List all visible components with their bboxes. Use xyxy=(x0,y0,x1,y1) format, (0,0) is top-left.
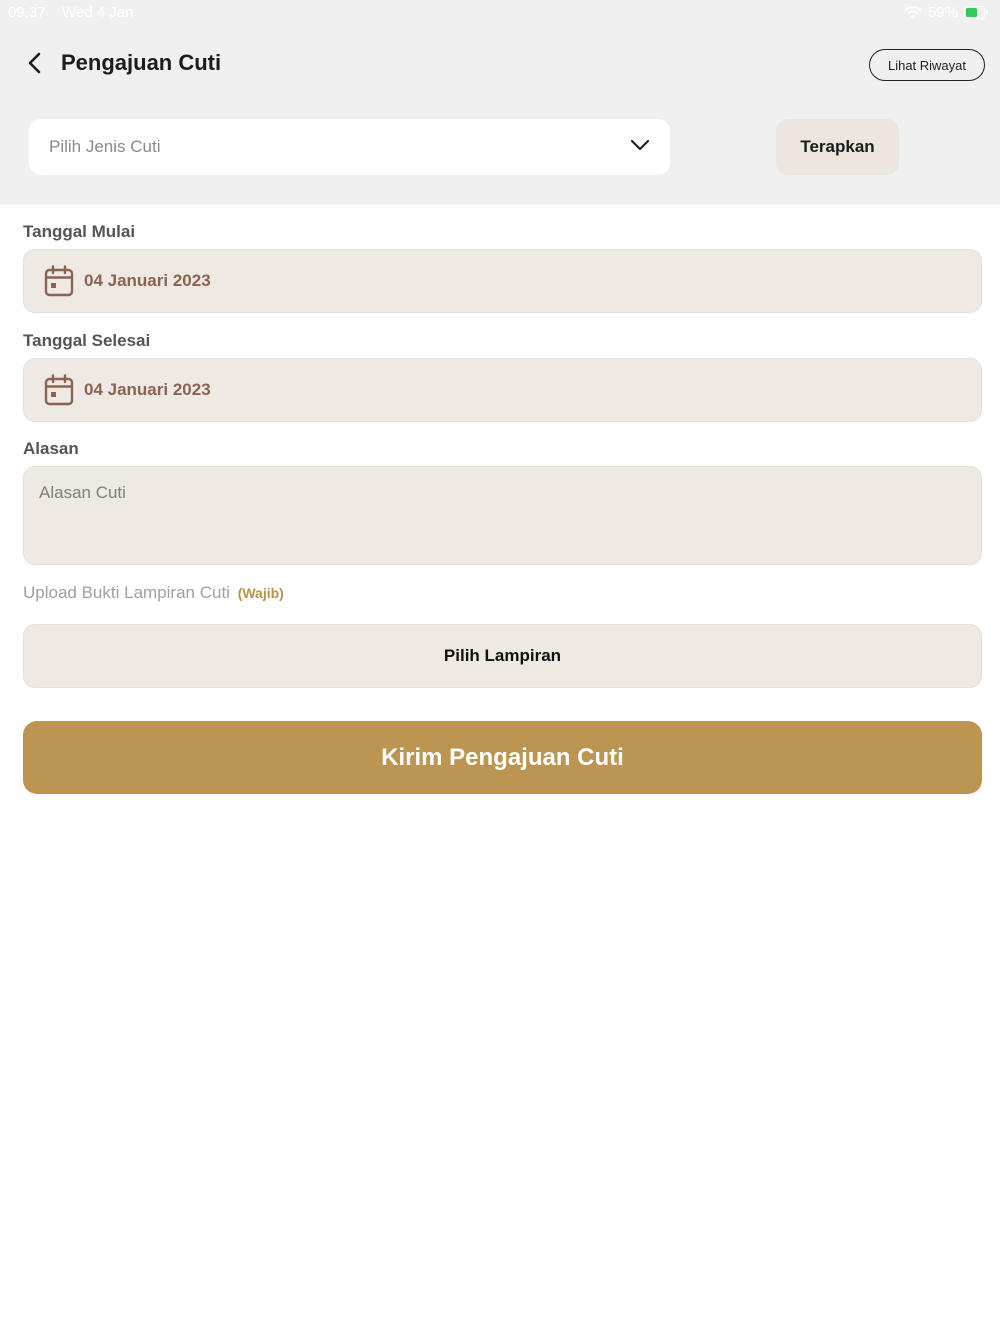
end-date-label: Tanggal Selesai xyxy=(23,331,151,350)
end-date-field[interactable] xyxy=(23,358,982,422)
upload-required-badge: (Wajib) xyxy=(237,585,284,601)
start-date-label: Tanggal Mulai xyxy=(23,222,136,241)
battery-percent: 59% xyxy=(927,4,958,21)
calendar-icon xyxy=(44,374,74,406)
upload-label-text: Upload Bukti Lampiran Cuti xyxy=(23,583,230,602)
battery-icon xyxy=(964,6,988,19)
attach-button[interactable]: Pilih Lampiran xyxy=(23,624,982,688)
status-right xyxy=(904,4,988,21)
leave-type-select[interactable] xyxy=(29,119,670,175)
status-date: Wed 4 Jan xyxy=(62,4,134,21)
status-time: 09.37 xyxy=(8,4,46,21)
submit-button[interactable]: Kirim Pengajuan Cuti xyxy=(23,721,982,794)
calendar-icon xyxy=(44,265,74,297)
chevron-down-icon xyxy=(630,138,650,156)
page-title: Pengajuan Cuti xyxy=(61,50,222,75)
apply-button[interactable]: Terapkan xyxy=(776,119,899,175)
wifi-icon xyxy=(904,6,922,20)
reason-label: Alasan xyxy=(23,439,79,458)
end-date-value: 04 Januari 2023 xyxy=(84,380,211,399)
start-date-field[interactable] xyxy=(23,249,982,313)
upload-label xyxy=(23,583,284,603)
back-button[interactable] xyxy=(20,50,50,80)
status-bar xyxy=(0,0,1000,26)
history-button[interactable]: Lihat Riwayat xyxy=(869,49,985,81)
leave-type-placeholder: Pilih Jenis Cuti xyxy=(49,137,161,156)
start-date-value: 04 Januari 2023 xyxy=(84,271,211,290)
chevron-left-icon xyxy=(27,52,43,79)
reason-input[interactable]: Alasan Cuti xyxy=(23,466,982,565)
